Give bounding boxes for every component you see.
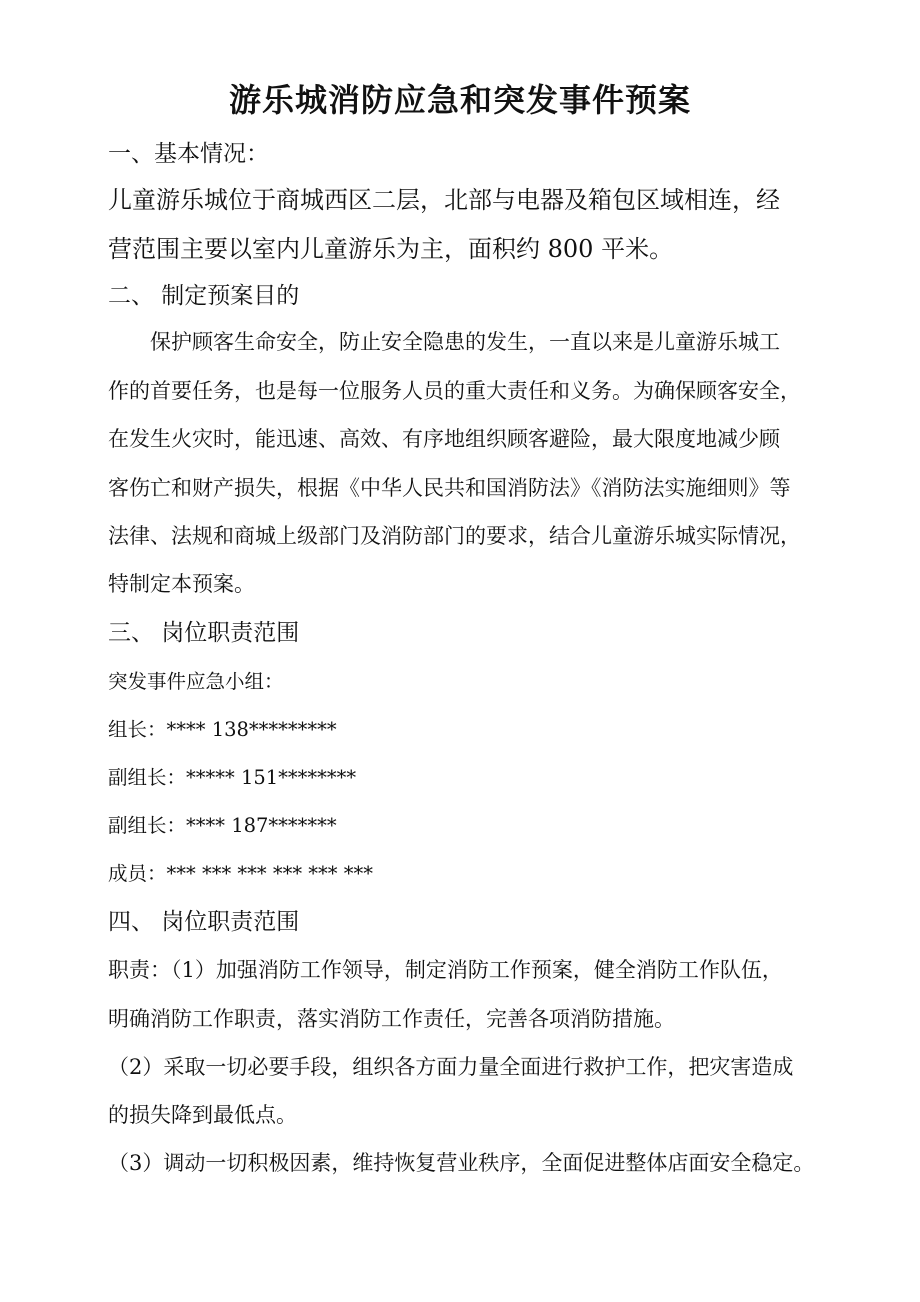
section4-line-4: 的损失降到最低点。	[108, 1103, 297, 1127]
section4-line-1: 职责：（1）加强消防工作领导，制定消防工作预案，健全消防工作队伍，	[108, 958, 783, 982]
section1-line-1: 儿童游乐城位于商城西区二层，北部与电器及箱包区域相连，经	[108, 186, 780, 214]
group-title: 突发事件应急小组：	[108, 670, 284, 693]
document-title: 游乐城消防应急和突发事件预案	[228, 81, 691, 119]
section2-heading: 二、 制定预案目的	[108, 283, 300, 309]
section4-line-3: （2）采取一切必要手段，组织各方面力量全面进行救护工作，把灾害造成	[108, 1055, 794, 1079]
section3-heading: 三、 岗位职责范围	[108, 620, 300, 646]
section1-heading: 一、基本情况：	[108, 141, 269, 167]
member-line-deputy-1: 副组长：***** 151********	[108, 766, 357, 789]
section4-heading: 四、 岗位职责范围	[108, 909, 300, 935]
member-line-deputy-2: 副组长：**** 187*******	[108, 814, 337, 837]
section2-line-1: 保护顾客生命安全，防止安全隐患的发生，一直以来是儿童游乐城工	[150, 330, 780, 354]
section2-line-4: 客伤亡和财产损失，根据《中华人民共和国消防法》《消防法实施细则》等	[108, 476, 791, 500]
member-line-members: 成员：*** *** *** *** *** ***	[108, 862, 373, 885]
section2-line-2: 作的首要任务，也是每一位服务人员的重大责任和义务。为确保顾客安全，	[108, 379, 801, 403]
section2-line-6: 特制定本预案。	[108, 572, 255, 596]
section4-line-5: （3）调动一切积极因素，维持恢复营业秩序，全面促进整体店面安全稳定。	[108, 1151, 815, 1175]
section4-line-2: 明确消防工作职责，落实消防工作责任，完善各项消防措施。	[108, 1007, 675, 1031]
section1-line-2: 营范围主要以室内儿童游乐为主，面积约 800 平米。	[108, 235, 674, 263]
member-line-leader: 组长：**** 138*********	[108, 718, 337, 741]
section2-line-5: 法律、法规和商城上级部门及消防部门的要求，结合儿童游乐城实际情况，	[108, 524, 801, 548]
section2-line-3: 在发生火灾时，能迅速、高效、有序地组织顾客避险，最大限度地减少顾	[108, 427, 780, 451]
